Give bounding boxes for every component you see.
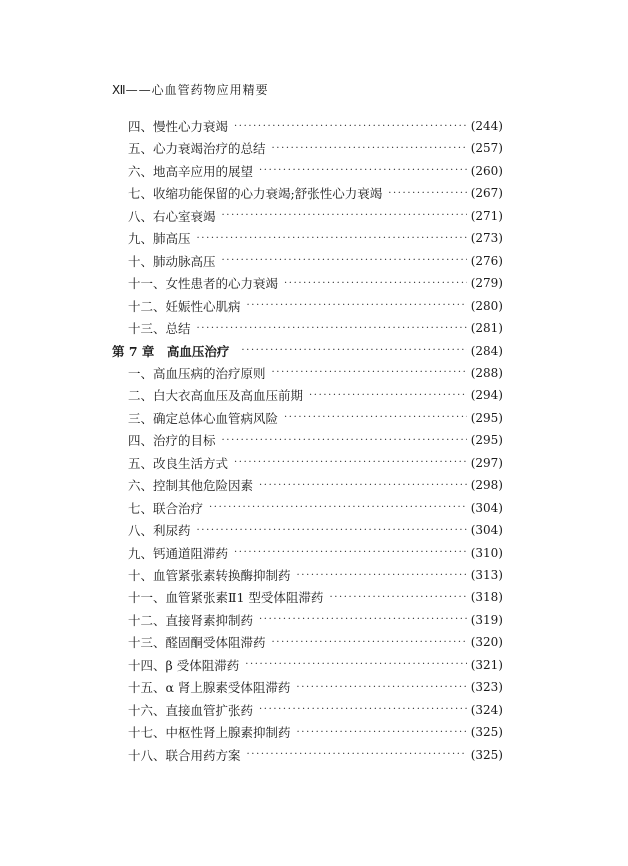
toc-entry-page: (280) — [470, 298, 503, 313]
toc-entry[interactable] — [128, 722, 503, 742]
toc-entry-page: (298) — [470, 478, 503, 493]
toc-entry-title: 十六、直接血管扩张药 — [128, 702, 254, 718]
toc-entry[interactable] — [128, 251, 503, 271]
toc-entry-title: 五、心力衰竭治疗的总结 — [128, 141, 266, 157]
dot-leader — [259, 480, 467, 491]
toc-entry[interactable] — [128, 543, 503, 563]
dot-leader — [222, 435, 467, 446]
toc-entry-page: (273) — [470, 231, 503, 246]
toc-chapter-entry[interactable] — [112, 341, 503, 361]
toc-entry-title: 十一、血管紧张素Ⅱ1 型受体阻滞药 — [128, 590, 324, 606]
toc-entry[interactable] — [128, 498, 503, 518]
toc-entry-title: 二、白大衣高血压及高血压前期 — [128, 388, 304, 404]
toc-entry-title: 八、利尿药 — [128, 523, 191, 539]
toc-entry[interactable] — [128, 273, 503, 293]
toc-entry[interactable] — [128, 745, 503, 765]
toc-entry-title: 九、钙通道阻滞药 — [128, 545, 229, 561]
toc-entry[interactable] — [128, 363, 503, 383]
toc-entry[interactable] — [128, 565, 503, 585]
toc-entry-title: 十二、妊娠性心肌病 — [128, 298, 241, 314]
toc-entry-page: (284) — [470, 343, 503, 358]
dot-leader — [234, 457, 467, 468]
dot-leader — [197, 525, 467, 536]
dot-leader — [272, 637, 467, 648]
dot-leader — [259, 614, 467, 625]
toc-entry-page: (295) — [470, 433, 503, 448]
dot-leader — [272, 367, 467, 378]
toc-entry-title: 第 7 章 高血压治疗 — [112, 343, 230, 359]
toc-entry-title: 十八、联合用药方案 — [128, 747, 241, 763]
toc-entry[interactable] — [128, 138, 503, 158]
toc-entry[interactable] — [128, 318, 503, 338]
toc-entry-title: 十五、α 肾上腺素受体阻滞药 — [128, 680, 291, 696]
dot-leader — [241, 345, 466, 356]
dot-leader — [222, 255, 467, 266]
dot-leader — [247, 749, 467, 760]
toc-entry-page: (325) — [470, 747, 503, 762]
toc-entry[interactable] — [128, 520, 503, 540]
toc-entry-title: 十二、直接肾素抑制药 — [128, 612, 254, 628]
toc-entry-title: 一、高血压病的治疗原则 — [128, 365, 266, 381]
toc-entry-title: 三、确定总体心血管病风险 — [128, 410, 279, 426]
toc-entry[interactable] — [128, 385, 503, 405]
toc-entry-title: 十、肺动脉高压 — [128, 253, 216, 269]
toc-entry-page: (310) — [470, 545, 503, 560]
toc-entry-page: (279) — [470, 276, 503, 291]
toc-entry-page: (304) — [470, 500, 503, 515]
toc-entry[interactable] — [128, 161, 503, 181]
dot-leader — [329, 592, 466, 603]
toc-entry-title: 七、联合治疗 — [128, 500, 204, 516]
dot-leader — [297, 570, 467, 581]
toc-entry-page: (257) — [470, 141, 503, 156]
toc-entry-title: 六、控制其他危险因素 — [128, 478, 254, 494]
toc-entry[interactable] — [128, 632, 503, 652]
dot-leader — [222, 210, 467, 221]
toc-entry-title: 十三、总结 — [128, 321, 191, 337]
toc-entry-title: 十、血管紧张素转换酶抑制药 — [128, 568, 291, 583]
toc-entry-title: 十七、中枢性肾上腺素抑制药 — [128, 725, 291, 741]
toc-entry-page: (324) — [470, 702, 503, 717]
toc-entry-title: 七、收缩功能保留的心力衰竭;舒张性心力衰竭 — [128, 186, 383, 202]
toc-entry-title: 五、改良生活方式 — [128, 455, 229, 471]
toc-entry[interactable] — [128, 587, 503, 607]
toc-entry[interactable] — [128, 700, 503, 720]
dot-leader — [259, 165, 467, 176]
running-header — [112, 81, 269, 98]
toc-entry[interactable] — [128, 296, 503, 316]
dot-leader — [297, 727, 467, 738]
toc-entry[interactable] — [128, 183, 503, 203]
toc-entry-page: (267) — [470, 186, 503, 201]
toc-entry-page: (325) — [470, 725, 503, 740]
toc-entry-page: (323) — [470, 680, 503, 695]
toc-entry-page: (320) — [470, 635, 503, 650]
toc-entry[interactable] — [128, 453, 503, 473]
toc-entry-page: (276) — [470, 253, 503, 268]
dot-leader — [284, 412, 467, 423]
toc-entry-title: 十四、β 受体阻滞药 — [128, 657, 240, 673]
dot-leader — [259, 704, 467, 715]
dot-leader — [309, 390, 467, 401]
toc-entry[interactable] — [128, 677, 503, 697]
dot-leader — [234, 121, 467, 132]
toc-entry-page: (304) — [470, 523, 503, 538]
toc-entry[interactable] — [128, 228, 503, 248]
toc-entry-page: (313) — [470, 568, 503, 582]
page-number-roman: Ⅻ — [112, 83, 126, 97]
toc-entry-page: (297) — [470, 455, 503, 470]
toc-entry-page: (321) — [470, 657, 503, 672]
dot-leader — [245, 659, 467, 670]
toc-entry-title: 十三、醛固酮受体阻滞药 — [128, 635, 266, 651]
toc-entry[interactable] — [128, 116, 503, 136]
toc-entry[interactable] — [128, 206, 503, 226]
toc-entry[interactable] — [128, 430, 503, 450]
dot-leader — [209, 502, 467, 513]
toc-entry-title: 四、慢性心力衰竭 — [128, 119, 229, 134]
toc-entry-title: 九、肺高压 — [128, 231, 191, 247]
dot-leader — [197, 323, 467, 334]
toc-entry-page: (271) — [470, 208, 503, 223]
toc-entry-page: (281) — [470, 321, 503, 336]
dot-leader — [197, 233, 467, 244]
dot-leader — [296, 682, 466, 693]
toc-entry-page: (294) — [470, 388, 503, 403]
dot-leader — [247, 300, 467, 311]
dot-leader — [272, 143, 467, 154]
toc-entry-page: (288) — [470, 365, 503, 380]
toc-entry-title: 十一、女性患者的心力衰竭 — [128, 276, 279, 292]
toc-entry-page: (319) — [470, 612, 503, 627]
dot-leader — [284, 278, 467, 289]
toc-entry[interactable] — [128, 655, 503, 675]
toc-entry-page: (318) — [470, 590, 503, 605]
toc-entry[interactable] — [128, 475, 503, 495]
dot-leader — [388, 188, 467, 199]
toc-entry-title: 八、右心室衰竭 — [128, 208, 216, 224]
book-title: ——心血管药物应用精要 — [125, 83, 269, 97]
toc-entry-page: (260) — [470, 163, 503, 178]
toc-entry[interactable] — [128, 610, 503, 630]
toc-entry[interactable] — [128, 408, 503, 428]
toc-entry-page: (244) — [470, 119, 503, 133]
toc-entry-title: 六、地高辛应用的展望 — [128, 163, 254, 179]
dot-leader — [234, 547, 467, 558]
toc-entry-title: 四、治疗的目标 — [128, 433, 216, 449]
toc-entry-page: (295) — [470, 410, 503, 425]
